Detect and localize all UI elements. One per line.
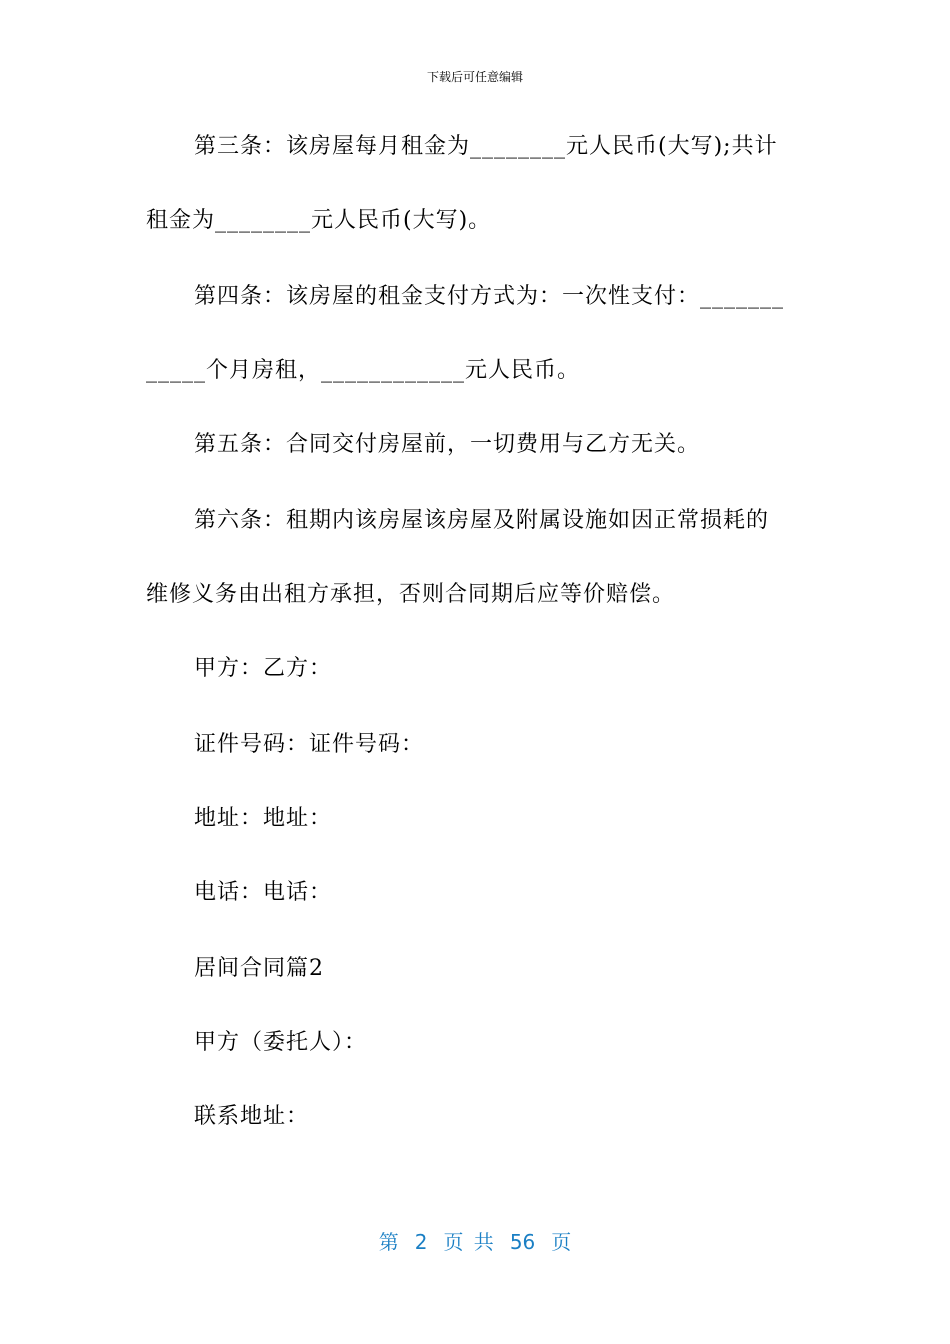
- phone-line: 电话：电话：: [194, 880, 333, 905]
- address-line: 地址：地址：: [194, 806, 333, 831]
- id-number-line: 证件号码：证件号码：: [194, 732, 425, 757]
- parties-line: 甲方：乙方：: [194, 656, 333, 681]
- header-note: 下载后可任意编辑: [426, 70, 523, 84]
- footer-page-number: 2: [414, 1230, 428, 1254]
- clause-3-line-1: 第三条：该房屋每月租金为________元人民币(大写);共计: [194, 134, 778, 159]
- footer-total-pages: 56: [509, 1230, 536, 1254]
- clause-4-line-1: 第四条：该房屋的租金支付方式为：一次性支付：_______: [194, 284, 785, 309]
- clause-6-line-2: 维修义务由出租方承担，否则合同期后应等价赔偿。: [146, 582, 676, 607]
- footer-middle: 页 共: [443, 1230, 494, 1254]
- footer-prefix: 第: [378, 1230, 399, 1254]
- contact-address-line: 联系地址：: [194, 1104, 310, 1129]
- page-footer: [0, 1226, 950, 1255]
- clause-5: 第五条：合同交付房屋前，一切费用与乙方无关。: [194, 432, 701, 457]
- clause-4-line-2: _____个月房租，____________元人民币。: [146, 358, 581, 383]
- clause-6-line-1: 第六条：租期内该房屋该房屋及附属设施如因正常损耗的: [194, 508, 770, 533]
- clause-3-line-2: 租金为________元人民币(大写)。: [146, 208, 492, 233]
- section-title: 居间合同篇2: [194, 956, 324, 981]
- party-a-line: 甲方（委托人）：: [194, 1030, 368, 1055]
- footer-suffix: 页: [551, 1230, 572, 1254]
